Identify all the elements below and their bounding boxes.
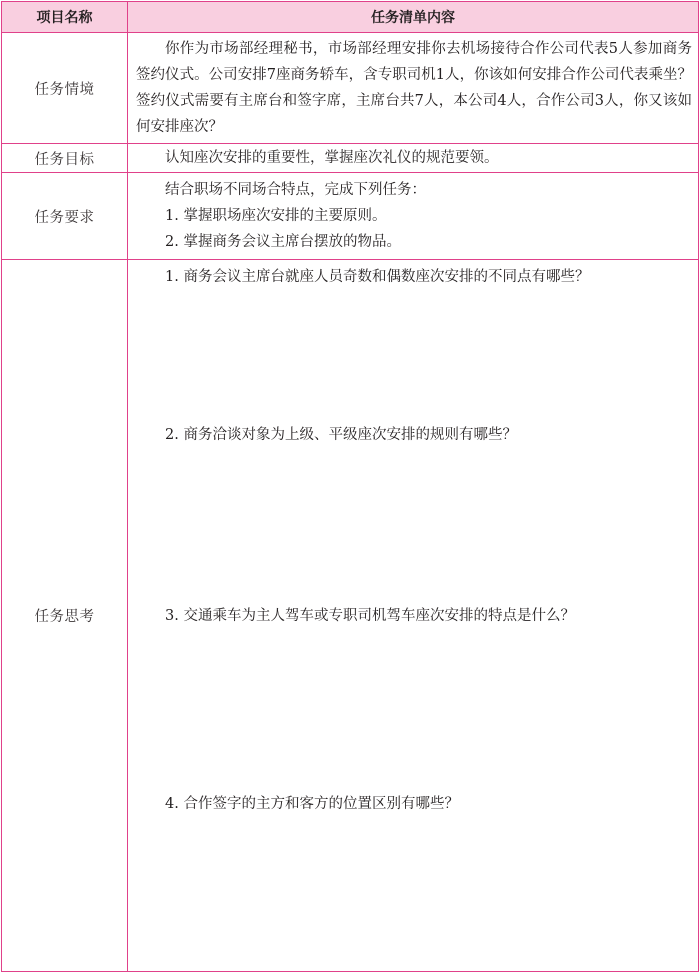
requirement-label: 任务要求: [2, 173, 128, 260]
goal-cell: [128, 144, 699, 173]
requirement-cell: [128, 173, 699, 260]
goal-label: 任务目标: [2, 144, 128, 173]
scenario-row: [2, 33, 699, 144]
thinking-questions: [128, 260, 698, 971]
goal-text: 认知座次安排的重要性，掌握座次礼仪的规范要领。: [165, 150, 499, 166]
header-content: 任务清单内容: [128, 2, 699, 33]
requirement-intro: 结合职场不同场合特点，完成下列任务：: [165, 182, 426, 198]
requirement-row: [2, 173, 699, 260]
scenario-text: 你作为市场部经理秘书，市场部经理安排你去机场接待合作公司代表5人参加商务签约仪式。公司安排7座商务轿车，含专职司机1人，你该如何安排合作公司代表乘坐？签约仪式需要有主席台和签字席，主席台共7人，本公司4人，合作公司3人，你又该如何安排座次？: [136, 41, 692, 135]
table-header-row: [2, 2, 699, 33]
scenario-label: 任务情境: [2, 33, 128, 144]
header-item-name: 项目名称: [2, 2, 128, 33]
requirement-item-2: 2. 掌握商务会议主席台摆放的物品。: [165, 234, 401, 250]
thinking-question-3: 3. 交通乘车为主人驾车或专职司机驾车座次安排的特点是什么？: [165, 608, 575, 624]
task-list-table: [1, 1, 699, 972]
thinking-row: [2, 260, 699, 972]
scenario-cell: [128, 33, 699, 144]
requirement-item-1: 1. 掌握职场座次安排的主要原则。: [165, 208, 387, 224]
requirement-list: [128, 173, 698, 259]
goal-row: [2, 144, 699, 173]
thinking-question-4: 4. 合作签字的主方和客方的位置区别有哪些？: [165, 796, 459, 812]
thinking-question-1: 1. 商务会议主席台就座人员奇数和偶数座次安排的不同点有哪些？: [165, 269, 590, 285]
thinking-cell: [128, 260, 699, 972]
thinking-question-2: 2. 商务洽谈对象为上级、平级座次安排的规则有哪些？: [165, 427, 517, 443]
thinking-label: 任务思考: [2, 260, 128, 972]
